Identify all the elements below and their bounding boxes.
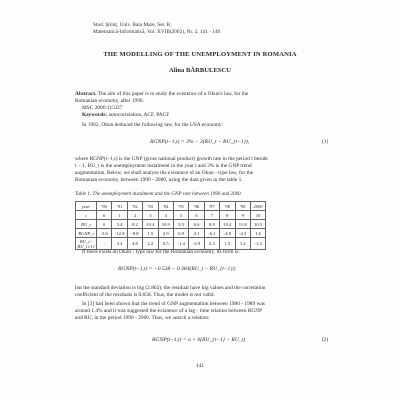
table-cell: 0 xyxy=(97,211,112,220)
paragraph-5-line1: In [3] had been shown that the trend of GNP augmentation between 1980 - 1989 was xyxy=(82,301,265,307)
table-row-header: t xyxy=(76,211,97,220)
table-cell: 10.9 xyxy=(158,220,173,229)
table-cell: 10.4 xyxy=(143,220,158,229)
equation-3: RGNP(t−1,t) = a + b(RU_{t−1} − RU_t) xyxy=(152,337,246,343)
table-cell: 7 xyxy=(204,211,219,220)
table-cell: -2.3 xyxy=(235,229,250,238)
table-cell: '93 xyxy=(143,202,158,211)
table-cell: 8 xyxy=(220,211,235,220)
journal-header-line2: Matematică-Informatică, Vol. XVIII(2002), Nr. 2, 141 - 146 xyxy=(93,28,221,35)
table-cell: 1 xyxy=(112,211,127,220)
table-cell: 9 xyxy=(235,211,250,220)
paragraph-5-line2: around 1.4% and it was suggested the existence of a lag - time relation between RGNP xyxy=(75,308,263,314)
abstract-label: Abstract. xyxy=(75,91,97,97)
table-cell: 3 xyxy=(143,211,158,220)
table-cell: -1.4 xyxy=(173,238,188,250)
abstract-line1 xyxy=(75,91,248,98)
paragraph-1: In 1962, Okun deduced the following law, for the USA economy: xyxy=(82,122,223,128)
table-cell: '97 xyxy=(204,202,219,211)
table-cell: '94 xyxy=(158,202,173,211)
table-cell: 3.4 xyxy=(112,238,127,250)
table-cell: 4.1 xyxy=(189,229,204,238)
table-cell: 4 xyxy=(158,211,173,220)
table-cell: '99 xyxy=(235,202,250,211)
paragraph-2-line4: Romanian economy, between 1990 - 2000, using the data given in the table 1. xyxy=(75,177,243,183)
table-cell: 1.5 xyxy=(220,238,235,250)
table-cell: 2.2 xyxy=(143,238,158,250)
table-cell: 9.5 xyxy=(173,220,188,229)
table-cell: '98 xyxy=(220,202,235,211)
table-cell: -6.1 xyxy=(204,229,219,238)
table-cell: 0.5 xyxy=(158,238,173,250)
journal-header-line1: Stud. Ştiinţ. Univ. Baia Mare, Ser. B, xyxy=(93,22,172,28)
table-cell: 6.6 xyxy=(189,220,204,229)
table-cell: -8.8 xyxy=(127,229,142,238)
table-row-header: RU_t xyxy=(76,220,97,229)
table-cell: -1.3 xyxy=(250,238,265,250)
table-cell: '90 xyxy=(97,202,112,211)
table-cell: 1.4 xyxy=(235,238,250,250)
table-cell: -3.6 xyxy=(97,229,112,238)
paragraph-2-line2: t − 1, RU_t is the unemployment instalment in the year t and 3% is the GNP trend xyxy=(75,163,252,169)
data-table xyxy=(75,201,266,250)
table-cell: 10.5 xyxy=(250,220,265,229)
keywords-label: Keywords: xyxy=(82,112,108,118)
paragraph-2-line1: where RGNP(t−1,t) is the GNP (gross national product) growth rate in the period t beside xyxy=(75,156,268,162)
table-cell: -12.9 xyxy=(112,229,127,238)
table-cell: 10.4 xyxy=(220,220,235,229)
table-cell: 2 xyxy=(127,211,142,220)
diff-label-bottom: RU_{t-1} xyxy=(77,243,95,249)
table-row-header: year xyxy=(76,202,97,211)
table-cell: '91 xyxy=(112,202,127,211)
paragraph-5-line3: and RU, in the period 1990 - 2000. Thus, we search a relation: xyxy=(75,315,210,321)
paragraph-3: If there exists an Okun - type law for the Romanian economy, its form is: xyxy=(82,249,240,255)
paragraph-4-line2: coefficient of the residuals is 0.658. Thus, the model is not valid. xyxy=(75,292,215,298)
table-cell: - xyxy=(97,238,112,250)
paper-title: THE MODELLING OF THE UNEMPLOYMENT IN ROMANIA xyxy=(103,51,297,58)
table-row-header: RGNP_t xyxy=(76,229,97,238)
table-row-rgnp xyxy=(76,229,266,238)
journal-header xyxy=(93,22,220,35)
table-cell: 6.9 xyxy=(173,229,188,238)
table-cell: 2.3 xyxy=(204,238,219,250)
table-cell: 6 xyxy=(189,211,204,220)
diff-label-top: RU_t - xyxy=(79,238,93,244)
table-cell: 11.8 xyxy=(235,220,250,229)
table-cell: '96 xyxy=(189,202,204,211)
table-cell: 8.9 xyxy=(204,220,219,229)
table-cell: 10 xyxy=(250,211,265,220)
table-cell: 4.8 xyxy=(127,238,142,250)
table-cell: 2000 xyxy=(250,202,265,211)
keywords-line xyxy=(82,112,169,119)
keywords-text: autocorrelation, ACF, PACF xyxy=(108,112,170,118)
table-cell: 1.5 xyxy=(143,229,158,238)
abstract-line2: Romanian economy, after 1990. xyxy=(75,98,144,104)
paper-author: Alina BĂRBULESCU xyxy=(168,67,232,74)
table-cell: 3.9 xyxy=(158,229,173,238)
table-row-t xyxy=(76,211,266,220)
table-row-header xyxy=(76,238,97,250)
abstract-text-1: The aim of this paper is to study the existence of a Okun's law, for the xyxy=(97,91,249,97)
table-row-diff xyxy=(76,238,266,250)
table-cell: 3.4 xyxy=(112,220,127,229)
table-cell: 8.2 xyxy=(127,220,142,229)
msc-code: MSC 2000:115J27 xyxy=(82,105,123,111)
equation-3-number: (2) xyxy=(322,337,329,343)
paragraph-4-line1: but the standard deviation is big (2.862), the residual have big values and the correlation xyxy=(75,285,266,291)
table-cell: 1.6 xyxy=(250,229,265,238)
paragraph-2-line3: augmentation. Below, we shall analyse the existence of an Okun - type law, for the xyxy=(75,170,254,176)
page-number: 141 xyxy=(195,363,205,369)
table-cell: -2.9 xyxy=(189,238,204,250)
table-row-year xyxy=(76,202,266,211)
table-cell: '95 xyxy=(173,202,188,211)
table-caption: Table 1. The unemployment instalment and the GNP rate between 1990 and 2000 xyxy=(75,191,241,197)
table-cell: '92 xyxy=(127,202,142,211)
equation-1-number: (1) xyxy=(322,139,329,145)
equation-2: RGNP(t−1,t) = −0.538 − 0.384(RU_t − RU_{t−1}); xyxy=(118,266,237,272)
table-cell: 5 xyxy=(173,211,188,220)
table-cell: 0 xyxy=(97,220,112,229)
equation-1: RGNP(t−1,t) = 3% − 3(RU_t − RU_{t−1}), xyxy=(150,139,250,145)
table-cell: -4.8 xyxy=(220,229,235,238)
table-row-ru xyxy=(76,220,266,229)
